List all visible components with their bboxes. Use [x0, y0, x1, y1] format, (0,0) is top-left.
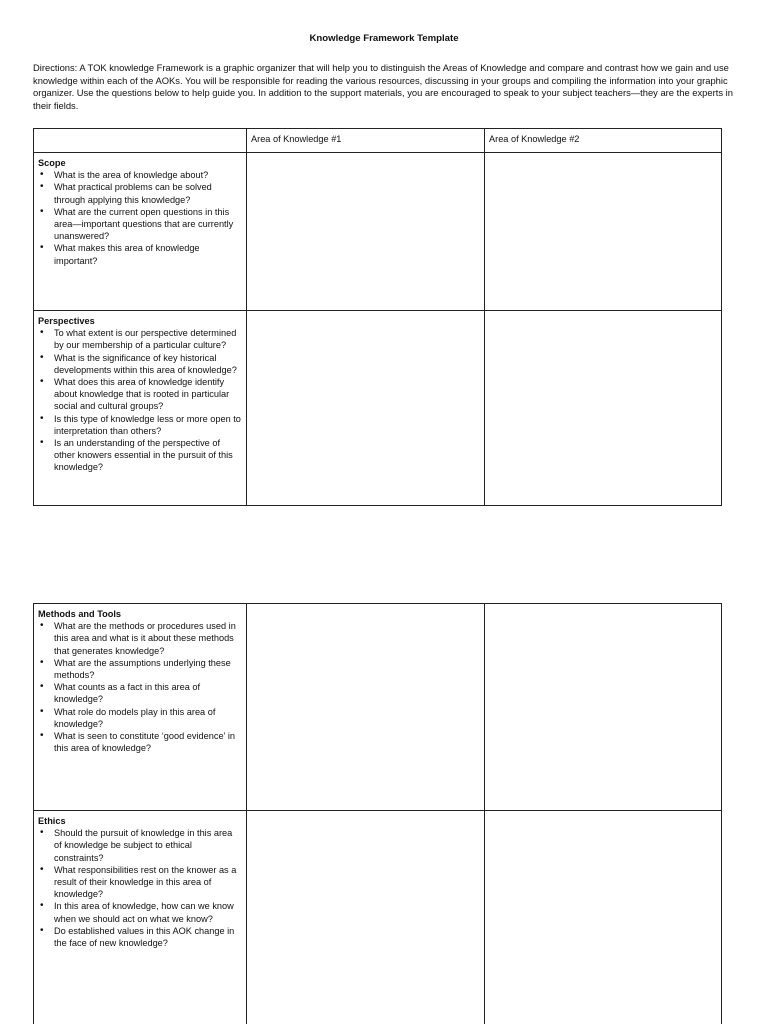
question-item: • What role do models play in this area of knowledge? — [38, 706, 242, 730]
row-perspectives — [34, 311, 722, 506]
methods-aok-1-answer-cell[interactable] — [247, 604, 485, 811]
question-item: • What makes this area of knowledge important? — [38, 242, 242, 266]
section-title-perspectives: Perspectives — [38, 316, 95, 326]
perspectives-question-cell — [34, 311, 247, 506]
question-item: • To what extent is our perspective determined by our membership of a particular culture? — [38, 327, 242, 351]
perspectives-aok-1-answer-cell[interactable] — [247, 311, 485, 506]
framework-table-bottom — [33, 603, 722, 1024]
row-methods-and-tools — [34, 604, 722, 811]
scope-question-list — [38, 169, 242, 267]
row-scope — [34, 153, 722, 311]
question-item: • What practical problems can be solved through applying this knowledge? — [38, 181, 242, 205]
question-item: • What are the methods or procedures used in this area and what is it about these methods that generates knowledge? — [38, 620, 242, 657]
ethics-aok-1-answer-cell[interactable] — [247, 811, 485, 1024]
scope-aok-2-answer-cell[interactable] — [485, 153, 722, 311]
question-item: • What responsibilities rest on the knower as a result of their knowledge in this area of knowledge? — [38, 864, 242, 901]
question-item: • What are the current open questions in this area—important questions that are currently unanswered? — [38, 206, 242, 243]
question-item: • What is the area of knowledge about? — [38, 169, 242, 181]
question-item: • Is this type of knowledge less or more open to interpretation than others? — [38, 413, 242, 437]
framework-table-top — [33, 128, 722, 506]
question-item: • What counts as a fact in this area of knowledge? — [38, 681, 242, 705]
section-title-methods: Methods and Tools — [38, 609, 122, 619]
scope-question-cell — [34, 153, 247, 311]
ethics-aok-2-answer-cell[interactable] — [485, 811, 722, 1024]
directions-paragraph: Directions: A TOK knowledge Framework is a graphic organizer that will help you to distinguish the Areas of Knowledge and compare and contrast how we gain and use knowledge within each of the AOKs. You will be responsible for reading the various resources, discussing in your groups and compiling the information into your graphic organizer. Use the questions below to help guide you. In addition to the support materials, you are encouraged to speak to your subject teachers—they are the experts in their fields. — [33, 62, 733, 111]
document-title: Knowledge Framework Template — [309, 33, 459, 44]
scope-aok-1-answer-cell[interactable] — [247, 153, 485, 311]
ethics-question-cell — [34, 811, 247, 1024]
question-item: • What are the assumptions underlying these methods? — [38, 657, 242, 681]
perspectives-aok-2-answer-cell[interactable] — [485, 311, 722, 506]
methods-question-cell — [34, 604, 247, 811]
header-aok-1: Area of Knowledge #1 — [247, 129, 485, 153]
question-item: • Should the pursuit of knowledge in this area of knowledge be subject to ethical constraints? — [38, 827, 242, 864]
header-cell-blank — [34, 129, 247, 153]
question-item: • What does this area of knowledge identify about knowledge that is rooted in particular social and cultural groups? — [38, 376, 242, 413]
methods-question-list — [38, 620, 242, 754]
section-title-ethics: Ethics — [38, 816, 66, 826]
perspectives-question-list — [38, 327, 242, 473]
question-item: • In this area of knowledge, how can we know when we should act on what we know? — [38, 900, 242, 924]
header-aok-2: Area of Knowledge #2 — [485, 129, 722, 153]
row-ethics — [34, 811, 722, 1024]
question-item: • What is seen to constitute ‘good evidence’ in this area of knowledge? — [38, 730, 242, 754]
question-item: • Is an understanding of the perspective of other knowers essential in the pursuit of this knowledge? — [38, 437, 242, 474]
question-item: • What is the significance of key historical developments within this area of knowledge? — [38, 352, 242, 376]
table-header-row — [34, 129, 722, 153]
question-item: • Do established values in this AOK change in the face of new knowledge? — [38, 925, 242, 949]
ethics-question-list — [38, 827, 242, 949]
section-title-scope: Scope — [38, 158, 66, 168]
methods-aok-2-answer-cell[interactable] — [485, 604, 722, 811]
